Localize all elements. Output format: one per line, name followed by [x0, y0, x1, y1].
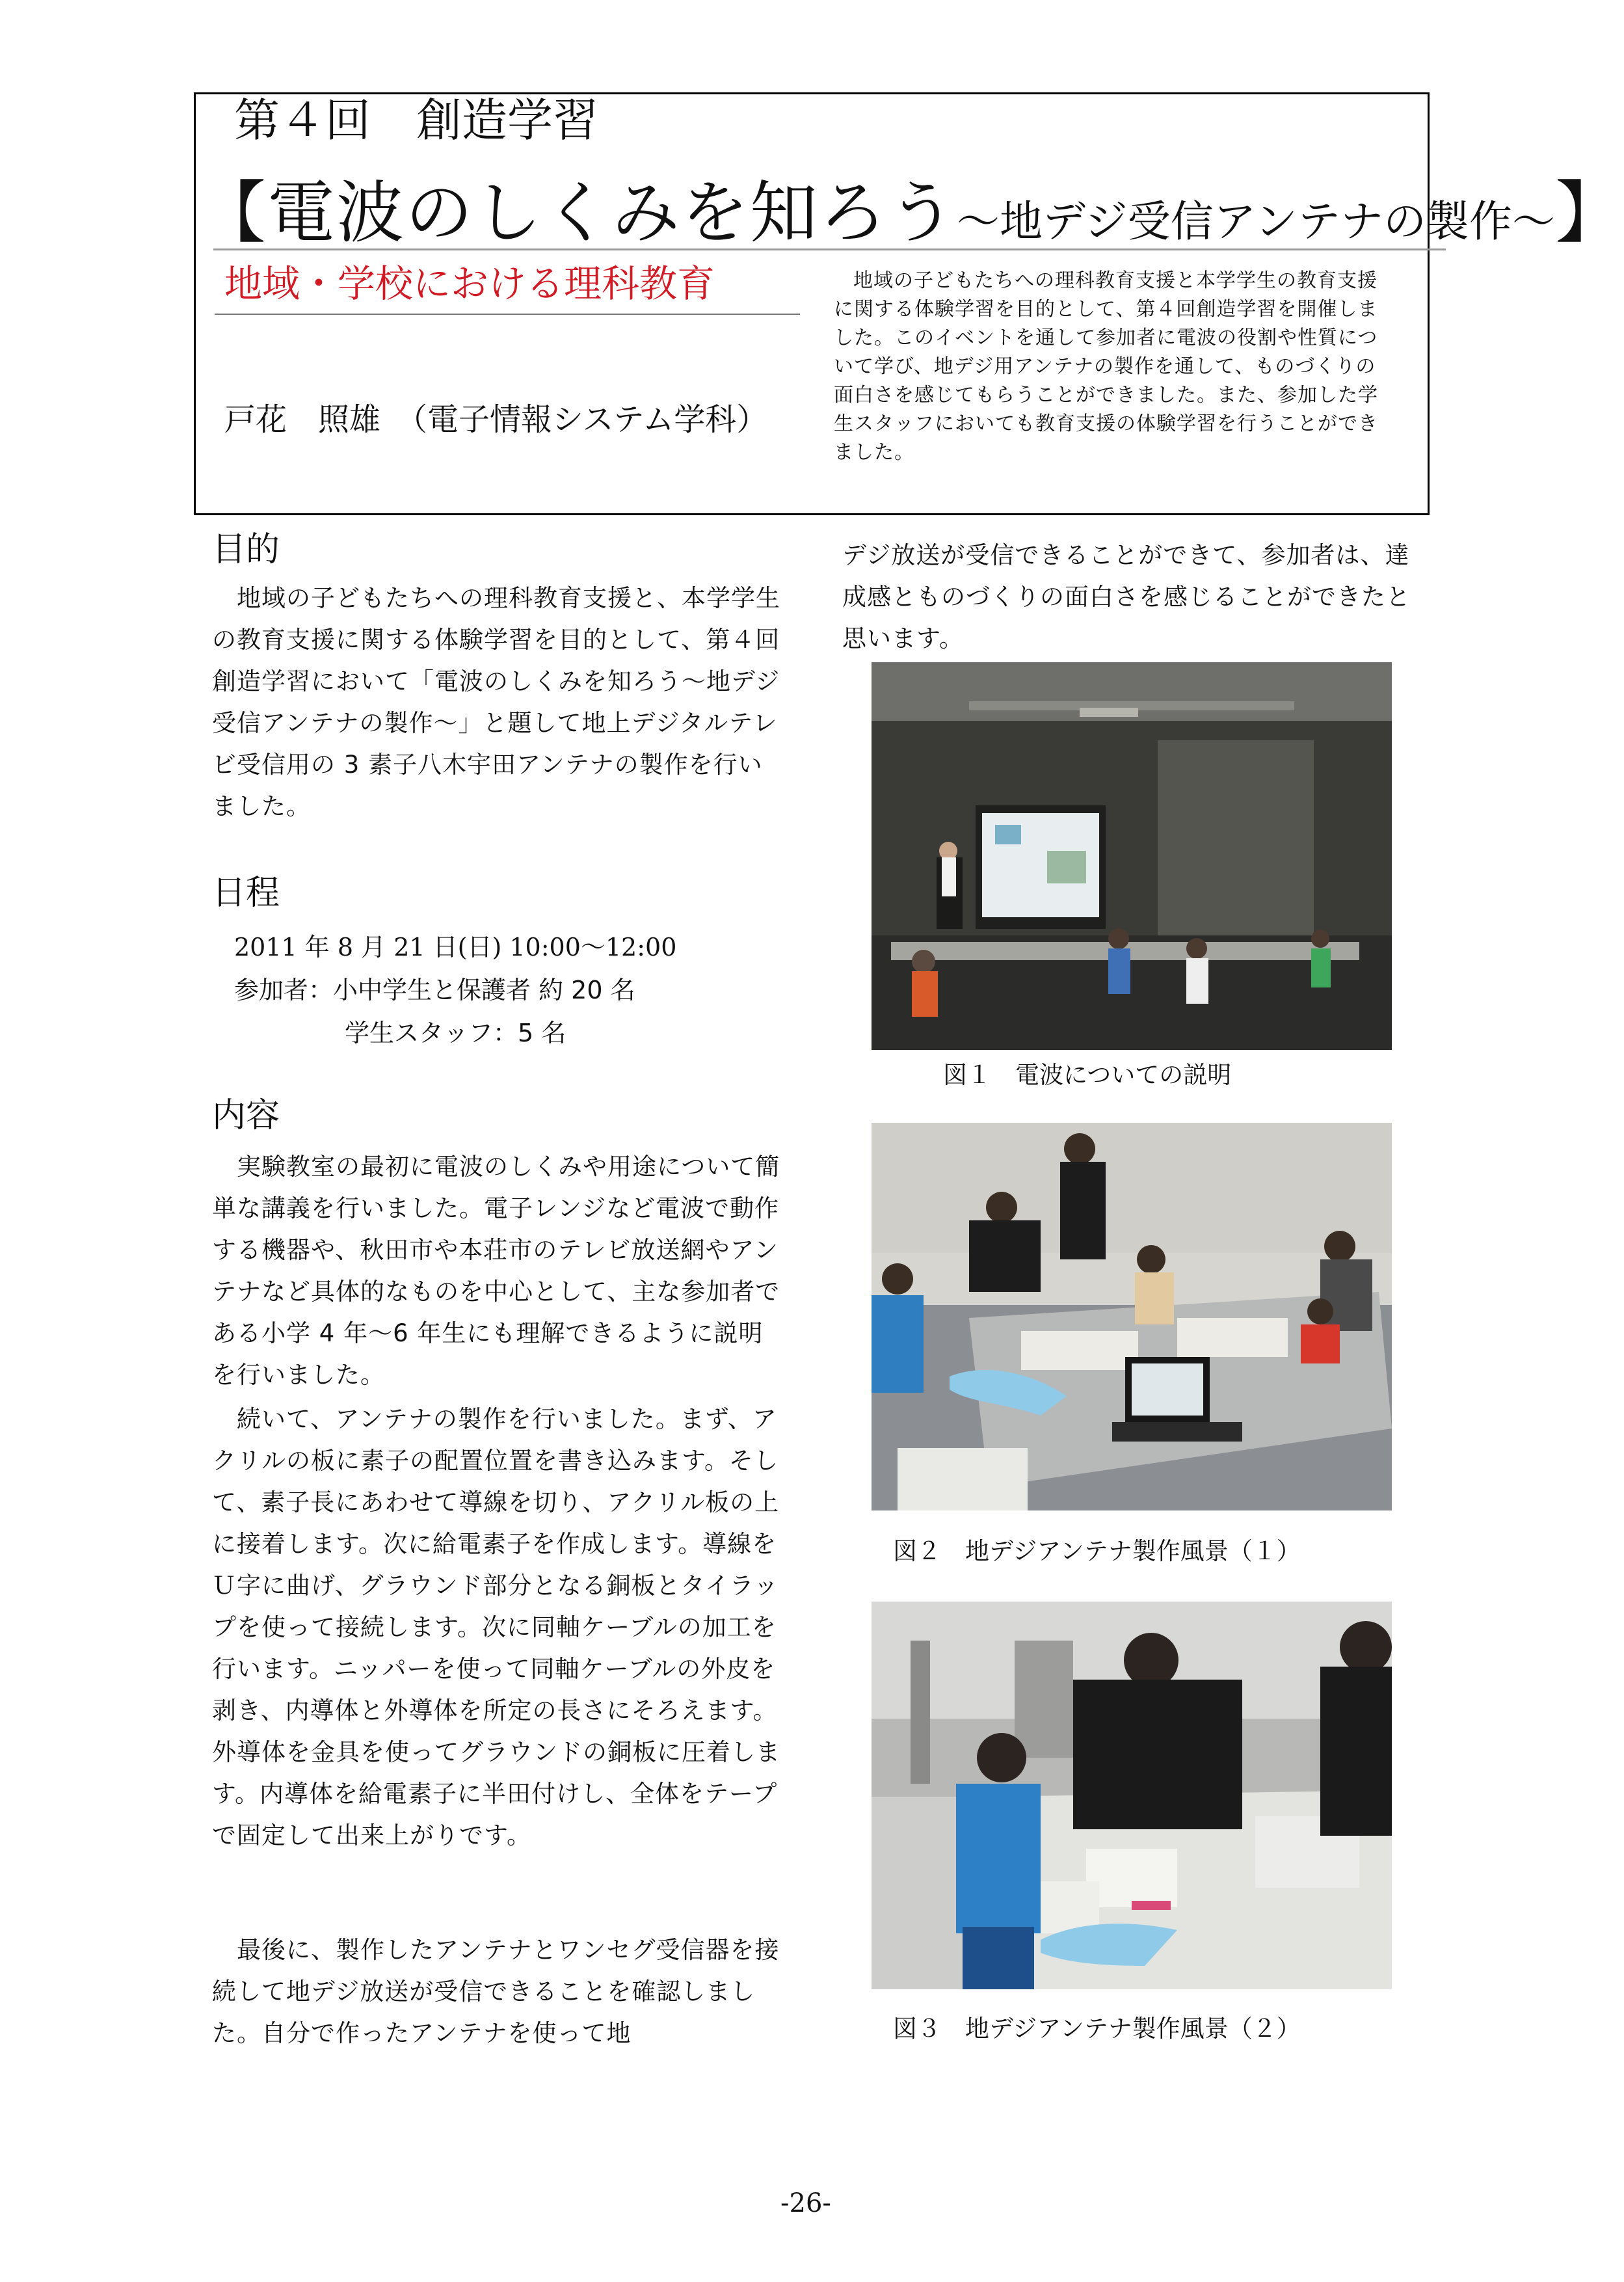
purpose-heading: 目的 [212, 530, 280, 569]
content-paragraph-continued: デジ放送が受信できることができて、参加者は、達成感とものづくりの面白さを感じることができたと思います。 [842, 541, 1411, 652]
schedule-participants: 参加者：小中学生と保護者 約 20 名 [234, 976, 635, 1004]
content-paragraph-1: 実験教室の最初に電波のしくみや用途について簡単な講義を行いました。電子レンジなど電波で動作する機器や、秋田市や本荘市のテレビ放送網やアンテナなど具体的なものを中心として、主な参加者である小学 4 年～6 年生にも理解できるように説明を行いました。 [212, 1153, 780, 1389]
figure-2-photo [872, 1123, 1392, 1510]
figure-1-caption: 図１ 電波についての説明 [943, 1061, 1232, 1089]
author-line: 戸花 照雄 （電子情報システム学科） [224, 401, 768, 438]
figure-2-caption: 図２ 地デジアンテナ製作風景（１） [893, 1537, 1301, 1565]
figure-3-caption: 図３ 地デジアンテナ製作風景（２） [893, 2015, 1301, 2043]
content-paragraph-2: 続いて、アンテナの製作を行いました。まず、アクリルの板に素子の配置位置を書き込みます。そして、素子長にあわせて導線を切り、アクリル板の上に接着します。次に給電素子を作成します。導線をＵ字に曲げ、グラウンド部分となる銅板とタイラップを使って接続します。次に同軸ケーブルの加工を行います。ニッパーを使って同軸ケーブルの外皮を剥き、内導体と外導体を所定の長さにそろえます。外導体を金具を使ってグラウンドの銅板に圧着します。内導体を給電素子に半田付けし、全体をテープで固定して出来上がりです。 [212, 1405, 780, 1849]
page-number: -26- [780, 2188, 831, 2218]
title-end: 】 [1555, 173, 1624, 252]
purpose-text: 地域の子どもたちへの理科教育支援と、本学学生の教育支援に関する体験学習を目的として、第４回創造学習において「電波のしくみを知ろう～地デジ受信アンテナの製作～」と題して地上デジタルテレビ受信用の 3 素子八木宇田アンテナの製作を行いました。 [212, 584, 780, 820]
figure-1-photo [872, 662, 1392, 1050]
schedule-staff: 学生スタッフ：5 名 [345, 1019, 566, 1047]
category-divider [215, 314, 800, 315]
abstract: 地域の子どもたちへの理科教育支援と本学学生の教育支援に関する体験学習を目的として、第４回創造学習を開催しました。このイベントを通して参加者に電波の役割や性質について学び、地デジ用アンテナの製作を通して、ものづくりの面白さを感じてもらうことができました。また、参加した学生スタッフにおいても教育支援の体験学習を行うことができました。 [834, 269, 1378, 464]
series-title: 第４回 創造学習 [234, 94, 598, 147]
title-subtitle: ～地デジ受信アンテナの製作～ [957, 196, 1556, 247]
content-heading: 内容 [212, 1096, 280, 1135]
category-label: 地域・学校における理科教育 [224, 262, 715, 306]
schedule-heading: 日程 [212, 874, 280, 913]
content-paragraph-3: 最後に、製作したアンテナとワンセグ受信器を接続して地デジ放送が受信できることを確認しました。自分で作ったアンテナを使って地 [212, 1936, 780, 2047]
figure-3-photo [872, 1602, 1392, 1989]
header-divider [213, 248, 1446, 250]
schedule-date: 2011 年 8 月 21 日(日) 10:00～12:00 [234, 933, 677, 961]
title-main: 【電波のしくみを知ろう [198, 173, 957, 252]
